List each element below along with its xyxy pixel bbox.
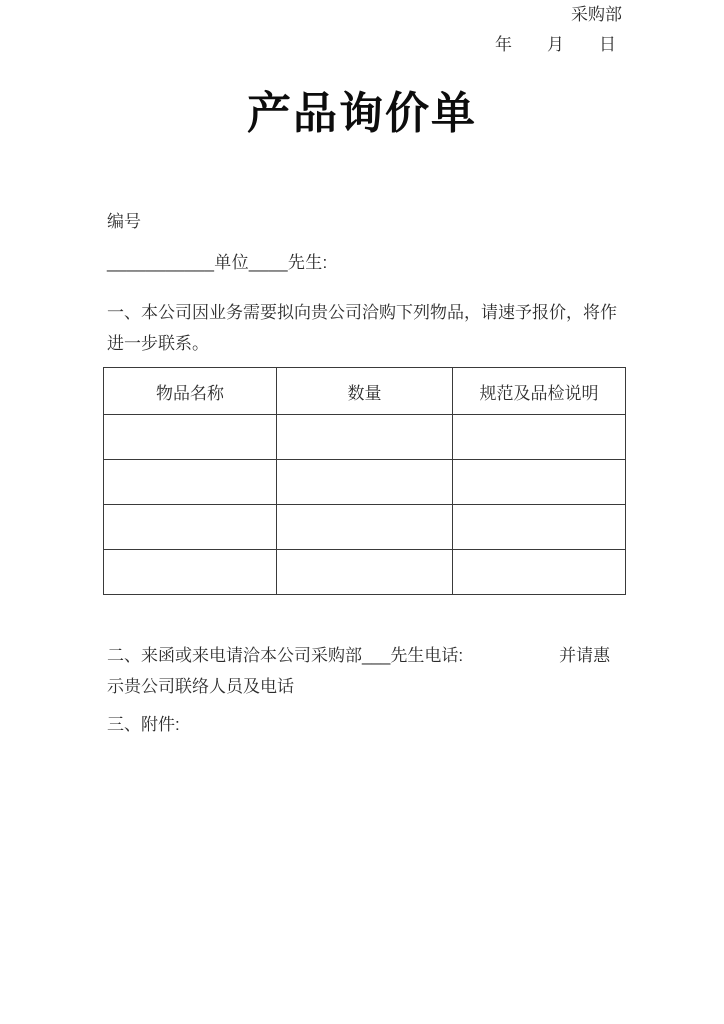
date-year-label: 年 xyxy=(495,35,513,54)
cell-quantity[interactable] xyxy=(277,460,453,505)
serial-number-label: 编号 xyxy=(107,212,141,231)
cell-item-name[interactable] xyxy=(104,505,277,550)
clause-three-marker: 三、 xyxy=(107,715,141,734)
cell-item-name[interactable] xyxy=(104,460,277,505)
page-title: 产品询价单 xyxy=(247,88,477,139)
table-row xyxy=(104,550,626,595)
addressee-line: ___________单位____先生: xyxy=(107,253,328,272)
inquiry-items-table xyxy=(103,367,626,595)
clause-one-text: 本公司因业务需要拟向贵公司洽购下列物品，请速予报价，将作进一步联系。 xyxy=(107,303,617,353)
table-row xyxy=(104,460,626,505)
clause-one-marker: 一、 xyxy=(107,303,141,322)
date-day-label: 日 xyxy=(599,35,617,54)
cell-quantity[interactable] xyxy=(277,550,453,595)
column-header-item-name: 物品名称 xyxy=(104,368,277,415)
column-header-specification: 规范及品检说明 xyxy=(453,368,626,415)
clause-two xyxy=(107,640,627,702)
cell-specification[interactable] xyxy=(453,505,626,550)
date-month-label: 月 xyxy=(547,35,565,54)
cell-specification[interactable] xyxy=(453,460,626,505)
clause-two-text-before-gap: 来函或来电请洽本公司采购部___先生电话: xyxy=(141,646,464,665)
clause-three-text: 附件: xyxy=(141,715,180,734)
department-signature: 采购部 xyxy=(571,5,622,24)
cell-item-name[interactable] xyxy=(104,550,277,595)
clause-three xyxy=(107,710,180,740)
table-row xyxy=(104,505,626,550)
clause-two-text-after-gap: 并请惠示贵公司联络人员及电话 xyxy=(107,646,611,696)
cell-quantity[interactable] xyxy=(277,415,453,460)
column-header-quantity: 数量 xyxy=(277,368,453,415)
cell-specification[interactable] xyxy=(453,550,626,595)
clause-one xyxy=(107,297,623,359)
cell-specification[interactable] xyxy=(453,415,626,460)
clause-two-marker: 二、 xyxy=(107,646,141,665)
cell-quantity[interactable] xyxy=(277,505,453,550)
table-body xyxy=(104,415,626,595)
table-header-row xyxy=(104,368,626,415)
cell-item-name[interactable] xyxy=(104,415,277,460)
table-row xyxy=(104,415,626,460)
date-line xyxy=(0,30,617,60)
